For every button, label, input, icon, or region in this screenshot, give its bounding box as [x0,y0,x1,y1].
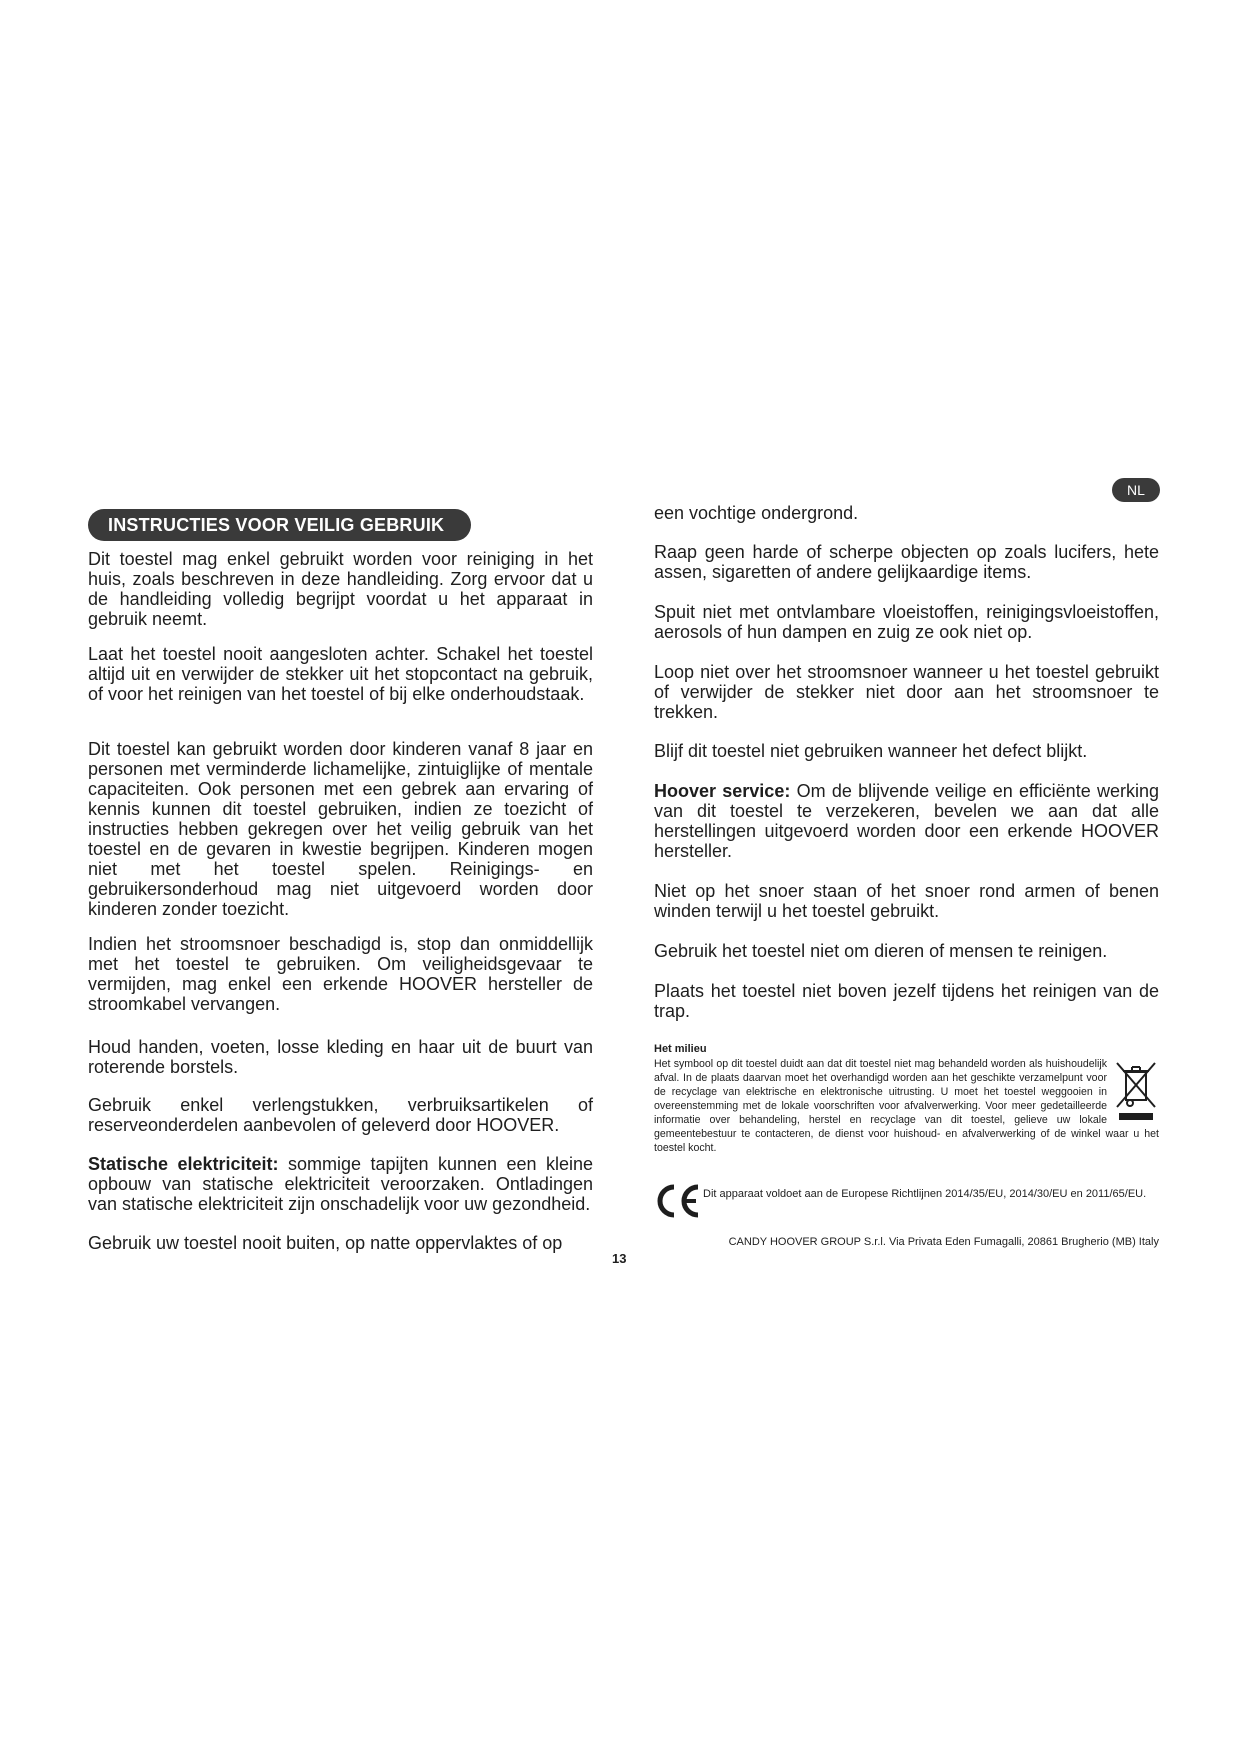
paragraph-unplug: Laat het toestel nooit aangesloten achter. Schakel het toestel altijd uit en verwijder de stekker uit het stopcontact na gebruik, of voor het reinigen van het toestel of bij elke onderhoudstaak. [88,644,593,704]
ce-text: Dit apparaat voldoet aan de Europese Richtlijnen 2014/35/EU, 2014/30/EU en 2011/65/EU. [703,1188,1147,1200]
paragraph-static-electricity [88,1154,593,1214]
page-number: 13 [612,1251,627,1266]
environment-body: Het symbool op dit toestel duidt aan dat dit toestel niet mag behandeld worden als huishoudelijk afval. In de plaats daarvan moet het overhandigd worden aan het geschikte verzamelpunt voor de recyclage van elektrische en elektronische uitrusting. U moet het toestel weggooien in overeenstemming met de lokale voorschriften voor afvalverwerking. Voor meer gedetailleerde informatie over behandeling, herstel en recyclage van dit toestel, gelieve uw lokale gemeentebestuur te contacteren, de dienst voor huishoud- en afvalverwerking of de winkel waar u het toestel kocht. [654,1058,1159,1154]
paragraph-outdoor: Gebruik uw toestel nooit buiten, op natte oppervlaktes of op [88,1233,563,1253]
environment-heading: Het milieu [654,1043,707,1055]
section-title: INSTRUCTIES VOOR VEILIG GEBRUIK [88,509,471,541]
paragraph-cord-walk: Loop niet over het stroomsnoer wanneer u het toestel gebruikt of verwijder de stekker niet door aan het stroomsnoer te trekken. [654,662,1159,722]
paragraph-power-cord: Indien het stroomsnoer beschadigd is, stop dan onmiddellijk met het toestel te gebruiken. Om veiligheidsgevaar te vermijden, mag enkel een erkende HOOVER hersteller de stroomkabel vervangen. [88,934,593,1014]
paragraph-hoover-service [654,781,1159,861]
hoover-service-text: Om de blijvende veilige en efficiënte werking van dit toestel te verzekeren, bevelen we aan dat alle herstellingen uitgevoerd worden door een erkende HOOVER hersteller. [654,781,1159,861]
company-address: CANDY HOOVER GROUP S.r.l. Via Privata Eden Fumagalli, 20861 Brugherio (MB) Italy [728,1236,1159,1248]
paragraph-brushes: Houd handen, voeten, losse kleding en haar uit de buurt van roterende borstels. [88,1037,593,1077]
paragraph-stairs: Plaats het toestel niet boven jezelf tijdens het reinigen van de trap. [654,981,1159,1021]
crossed-out-wheelie-bin-icon [1113,1059,1159,1123]
paragraph-accessories: Gebruik enkel verlengstukken, verbruiksartikelen of reserveonderdelen aanbevolen of geleverd door HOOVER. [88,1095,593,1135]
hoover-service-label: Hoover service: [654,781,791,801]
paragraph-sharp-objects: Raap geen harde of scherpe objecten op zoals lucifers, hete assen, sigaretten of andere gelijkaardige items. [654,542,1159,582]
environment-text [654,1057,1159,1155]
ce-mark-icon [654,1183,702,1219]
language-badge: NL [1112,478,1160,502]
paragraph-cord-stand: Niet op het snoer staan of het snoer rond armen of benen winden terwijl u het toestel gebruikt. [654,881,1159,921]
static-electricity-text: sommige tapijten kunnen een kleine opbouw van statische elektriciteit veroorzaken. Ontladingen van statische elektriciteit zijn onschadelijk voor uw gezondheid. [88,1154,593,1214]
paragraph-wet-surface: een vochtige ondergrond. [654,503,859,523]
paragraph-animals: Gebruik het toestel niet om dieren of mensen te reinigen. [654,941,1108,961]
static-electricity-label: Statische elektriciteit: [88,1154,279,1174]
paragraph-defect: Blijf dit toestel niet gebruiken wanneer het defect blijkt. [654,741,1088,761]
paragraph-usage: Dit toestel mag enkel gebruikt worden voor reiniging in het huis, zoals beschreven in deze handleiding. Zorg ervoor dat u de handleiding volledig begrijpt voordat u het apparaat in gebruik neemt. [88,549,593,629]
paragraph-children: Dit toestel kan gebruikt worden door kinderen vanaf 8 jaar en personen met verminderde lichamelijke, zintuiglijke of mentale capaciteiten. Ook personen met een gebrek aan ervaring of kennis kunnen dit toestel gebruiken, indien ze toezicht of instructies hebben gekregen over het veilig gebruik van het toestel en de gevaren in kwestie begrijpen. Kinderen mogen niet met het toestel spelen. Reinigings- en gebruikersonderhoud mag niet uitgevoerd worden door kinderen zonder toezicht. [88,739,593,919]
paragraph-flammable: Spuit niet met ontvlambare vloeistoffen, reinigingsvloeistoffen, aerosols of hun dampen en zuig ze ook niet op. [654,602,1159,642]
